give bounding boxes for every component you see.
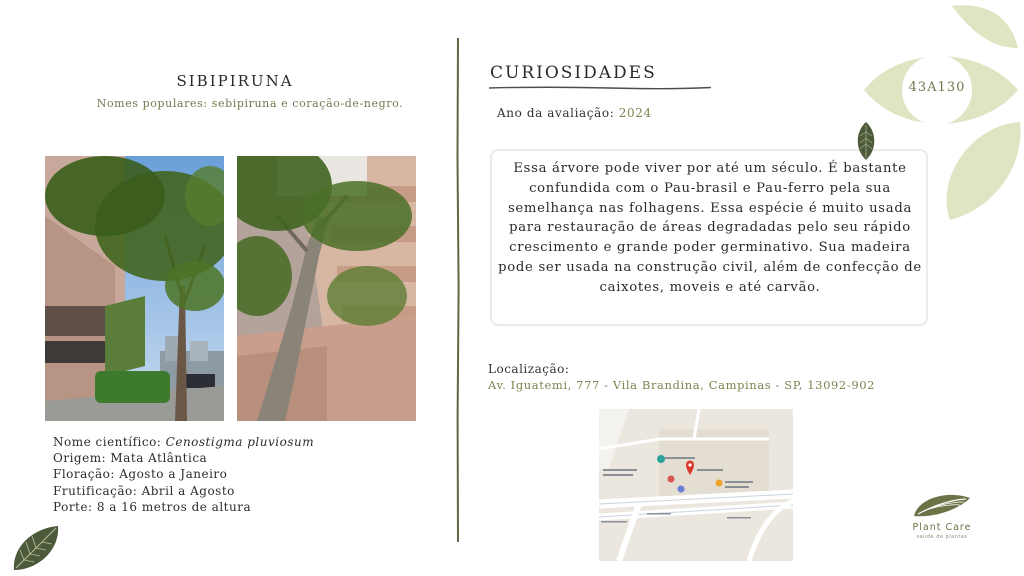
brand-name: Plant Care bbox=[912, 522, 972, 533]
scientific-name: Cenostigma pluviosum bbox=[165, 435, 315, 449]
tree-photo-trunk bbox=[237, 156, 416, 421]
location-address: Av. Iguatemi, 777 - Vila Brandina, Campinas - SP, 13092-902 bbox=[488, 378, 876, 392]
vertical-divider bbox=[456, 38, 460, 542]
tree-code: 43A130 bbox=[908, 80, 966, 95]
flowering: Floração: Agosto a Janeiro bbox=[53, 467, 228, 482]
origin: Origem: Mata Atlântica bbox=[53, 451, 208, 466]
evaluation-year bbox=[497, 106, 652, 120]
species-facts bbox=[53, 434, 314, 515]
scientific-name-line bbox=[53, 434, 314, 450]
fruiting: Frutificação: Abril a Agosto bbox=[53, 483, 235, 498]
popular-names: Nomes populares: sebipiruna e coração-de-negro. bbox=[96, 97, 404, 110]
year-value: 2024 bbox=[618, 106, 652, 120]
location-label: Localização: bbox=[488, 362, 570, 376]
scientific-name-label: Nome científico: bbox=[53, 435, 166, 449]
curiosity-text: Essa árvore pode viver por até um século. É bastante confundida com o Pau-brasil e Pau-ferro pela sua semelhança nas folhagens. Essa espécie é muito usada para restauração de áreas degradadas pelo seu rápido crescimento e grande poder germinativo. Sua madeira pode ser usada na construção civil, além de confecção de caixotes, moveis e até carvão. bbox=[498, 161, 922, 295]
tree-size: Porte: 8 a 16 metros de altura bbox=[53, 499, 252, 514]
species-title: SIBIPIRUNA bbox=[176, 72, 294, 90]
leaf-decoration-top-right bbox=[860, 0, 1024, 225]
brand-tagline: saúde de plantas bbox=[916, 534, 968, 540]
tree-photo-street bbox=[45, 156, 224, 421]
curiosities-title: CURIOSIDADES bbox=[490, 63, 657, 83]
leaf-decoration-bottom-left bbox=[8, 522, 62, 572]
year-label: Ano da avaliação: bbox=[497, 106, 619, 120]
location-map[interactable] bbox=[599, 409, 793, 561]
title-underline bbox=[489, 85, 711, 91]
